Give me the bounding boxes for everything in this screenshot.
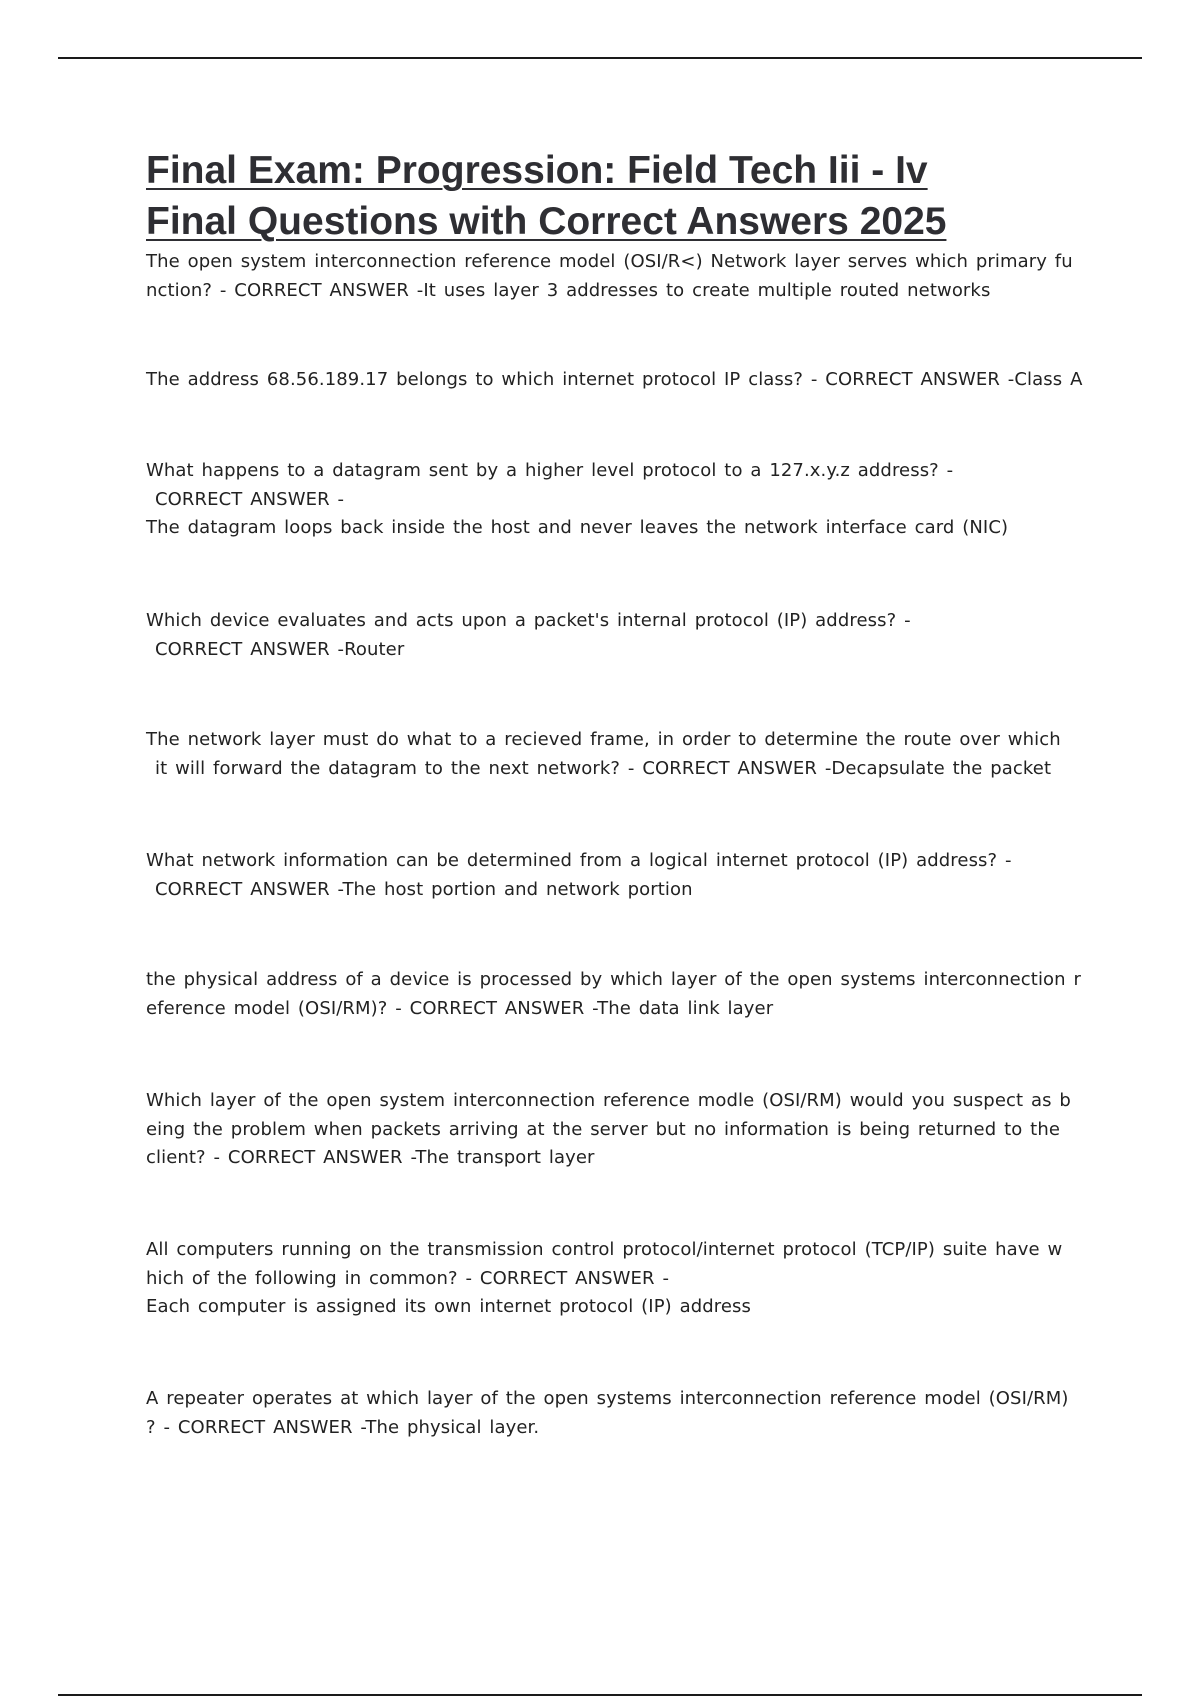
qa-line: A repeater operates at which layer of the open systems interconnection reference model (OSI/RM) xyxy=(146,1388,1069,1409)
qa-line: eing the problem when packets arriving at the server but no information is being returned to the xyxy=(146,1118,1061,1140)
qa-line: What happens to a datagram sent by a higher level protocol to a 127.x.y.z address? - xyxy=(146,460,954,481)
qa-line: CORRECT ANSWER -Router xyxy=(155,638,405,660)
qa-item xyxy=(146,1385,1069,1442)
qa-line: The address 68.56.189.17 belongs to which internet protocol IP class? - CORRECT ANSWER -Class A xyxy=(146,369,1083,390)
bottom-rule xyxy=(58,1694,1142,1696)
qa-item xyxy=(146,726,1061,783)
qa-line: Which layer of the open system interconnection reference modle (OSI/RM) would you suspect as b xyxy=(146,1090,1071,1111)
qa-line: The datagram loops back inside the host and never leaves the network interface card (NIC) xyxy=(146,517,1009,538)
qa-item xyxy=(146,607,911,664)
top-rule xyxy=(58,57,1142,59)
qa-line: client? - CORRECT ANSWER -The transport layer xyxy=(146,1147,595,1168)
qa-line: The open system interconnection reference model (OSI/R<) Network layer serves which primary fu xyxy=(146,251,1073,272)
qa-item xyxy=(146,366,1082,395)
qa-item xyxy=(146,457,1008,543)
qa-line: hich of the following in common? - CORRECT ANSWER - xyxy=(146,1267,670,1289)
document-title xyxy=(146,145,1092,247)
qa-line: The network layer must do what to a recieved frame, in order to determine the route over which xyxy=(146,729,1061,750)
qa-item xyxy=(146,847,1012,904)
qa-item xyxy=(146,248,1073,305)
qa-line: nction? - CORRECT ANSWER -It uses layer 3 addresses to create multiple routed networks xyxy=(146,279,991,301)
qa-item xyxy=(146,966,1081,1023)
document-body xyxy=(146,145,1092,1438)
qa-line: the physical address of a device is processed by which layer of the open systems interconnection r xyxy=(146,969,1082,990)
qa-line: What network information can be determined from a logical internet protocol (IP) address? - xyxy=(146,850,1012,871)
qa-item xyxy=(146,1087,1071,1173)
qa-line: CORRECT ANSWER - xyxy=(155,488,345,510)
qa-line: eference model (OSI/RM)? - CORRECT ANSWER -The data link layer xyxy=(146,997,774,1019)
title-line-2: Final Questions with Correct Answers 2025 xyxy=(146,200,947,243)
qa-item xyxy=(146,1236,1062,1322)
title-line-1: Final Exam: Progression: Field Tech Iii - Iv xyxy=(146,149,928,192)
qa-line: it will forward the datagram to the next network? - CORRECT ANSWER -Decapsulate the packet xyxy=(155,757,1052,779)
qa-line: Which device evaluates and acts upon a packet's internal protocol (IP) address? - xyxy=(146,610,911,631)
qa-line: Each computer is assigned its own internet protocol (IP) address xyxy=(146,1296,752,1317)
qa-line: All computers running on the transmission control protocol/internet protocol (TCP/IP) suite have w xyxy=(146,1239,1063,1260)
qa-line: ? - CORRECT ANSWER -The physical layer. xyxy=(146,1416,540,1438)
qa-line: CORRECT ANSWER -The host portion and network portion xyxy=(155,878,693,900)
